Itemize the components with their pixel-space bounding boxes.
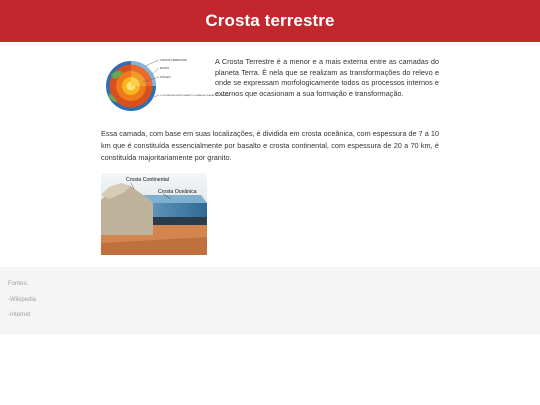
source-item-wikipedia: -Wikipedia — [8, 296, 37, 303]
intro-paragraph: A Crosta Terrestre é a menor e a mais externa entre as camadas do planeta Terra. É nela que se realizam as transformações do relevo e onde se expressam morfologicamente todos os processos internos e externos que ocasionam a sua formação e transformação. — [215, 57, 439, 98]
figure-label-core: NÚCLEO — [160, 76, 171, 79]
earth-layers-figure — [101, 53, 230, 115]
crust-types-paragraph: Essa camada, com base em suas localizações, é dividida em crosta oceânica, com espessura de 7 a 10 km que é constituída essencialmente por basalto e crosta continental, com espessura de 20 a 70 km, é constituída majoritariamente por granito. — [101, 129, 439, 163]
sources-heading: Fontes: — [8, 281, 29, 287]
sources-footer — [0, 267, 540, 334]
figure-label-crust: CROSTA TERRESTRE — [160, 59, 187, 62]
page-header — [0, 0, 540, 42]
label-oceanic-crust: Crosta Oceânica — [158, 188, 197, 195]
figure-label-mantle: MANTO — [160, 67, 170, 70]
crust-cross-section-figure — [101, 173, 207, 255]
label-continental-crust: Crosta Continental — [126, 176, 169, 183]
figure-label-continents: CONTINENTES EM MOVIMENTO SOBRE AS PLACAS TECTÔNICAS — [160, 95, 230, 97]
intro-section — [101, 50, 439, 115]
article-content — [101, 50, 439, 255]
source-item-internet: -Internet — [8, 312, 31, 318]
page-title: Crosta terrestre — [205, 11, 335, 30]
